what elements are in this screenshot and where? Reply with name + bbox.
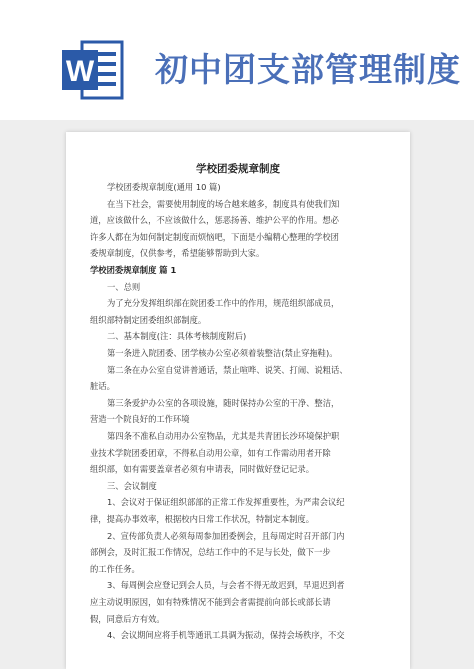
- document-line: 律，提高办事效率，根据校内日常工作状况，特制定本制度。: [90, 514, 315, 524]
- document-line: 三、会议制度: [107, 480, 157, 491]
- document-line: 道，应该做什么，不应该做什么，惩恶扬善、维护公平的作用。想必: [90, 215, 339, 226]
- document-line: 2、宣传部负责人必须每周参加团委例会，且每周定时召开部门内: [107, 530, 345, 541]
- document-line: 一、总则: [107, 281, 141, 292]
- document-line: 学校团委规章制度(通用 10 篇): [107, 182, 221, 192]
- document-line: 3、每周例会应登记到会人员，与会者不得无故迟到，早退迟到者: [107, 580, 345, 591]
- document-line: 第二条在办公室自觉讲普通话，禁止喧哗、说笑、打闹、说粗话、: [107, 364, 348, 375]
- document-line: 应主动说明原因，如有特殊情况不能到会者需提前向部长或部长请: [90, 597, 331, 607]
- document-line: 组织部特制定团委组织部制度。: [90, 314, 207, 325]
- header-banner: [0, 0, 474, 120]
- document-line: 许多人都在为如何制定制度而烦恼吧，下面是小编精心整理的学校团: [90, 231, 339, 242]
- document-line: 部例会，及时汇报工作情况，总结工作中的不足与长处，做下一步: [90, 547, 331, 558]
- document-line: 假，同意后方有效。: [90, 613, 165, 624]
- document-title: 学校团委规章制度: [196, 163, 280, 175]
- document-line: 二、基本制度(注：具体考核制度附后): [107, 331, 247, 342]
- document-line: 脏话。: [90, 381, 115, 392]
- document-line: 在当下社会，需要使用制度的场合越来越多，制度具有使我们知: [107, 198, 340, 209]
- document-line: 组织部，如有需要盖章者必须有申请表，同时做好登记记录。: [90, 464, 315, 475]
- document-line: 1、会议对于保证组织部部的正常工作发挥重要性，为严肃会议纪: [107, 497, 345, 508]
- document-line: 的工作任务。: [90, 563, 140, 574]
- document-line: 第四条不准私自动用办公室物品，尤其是共青团长沙环境保护职: [107, 431, 340, 441]
- word-icon-letter: W: [65, 55, 95, 88]
- document-line: 营造一个院良好的工作环境: [90, 414, 190, 425]
- document-line: 业技术学院团委团章，不得私自动用公章，如有工作需动用者开除: [90, 447, 331, 458]
- section-heading: 学校团委规章制度 篇 1: [90, 265, 177, 275]
- document-line: 第三条爱护办公室的各项设施，随时保持办公室的干净、整洁，: [107, 397, 340, 408]
- document-line: 委规章制度，仅供参考，希望能够帮助到大家。: [90, 248, 265, 259]
- document-line: 4、会议期间应将手机等通讯工具调为振动，保持会场秩序，不交: [107, 630, 345, 641]
- word-icon: [60, 38, 126, 102]
- document-line: 为了充分发挥组织部在院团委工作中的作用，规范组织部成员，: [107, 298, 340, 309]
- document-line: 第一条进入院团委、团学核办公室必须着装整洁(禁止穿拖鞋)。: [107, 348, 338, 358]
- page-title: 初中团支部管理制度: [155, 50, 461, 89]
- document-page: [66, 132, 410, 669]
